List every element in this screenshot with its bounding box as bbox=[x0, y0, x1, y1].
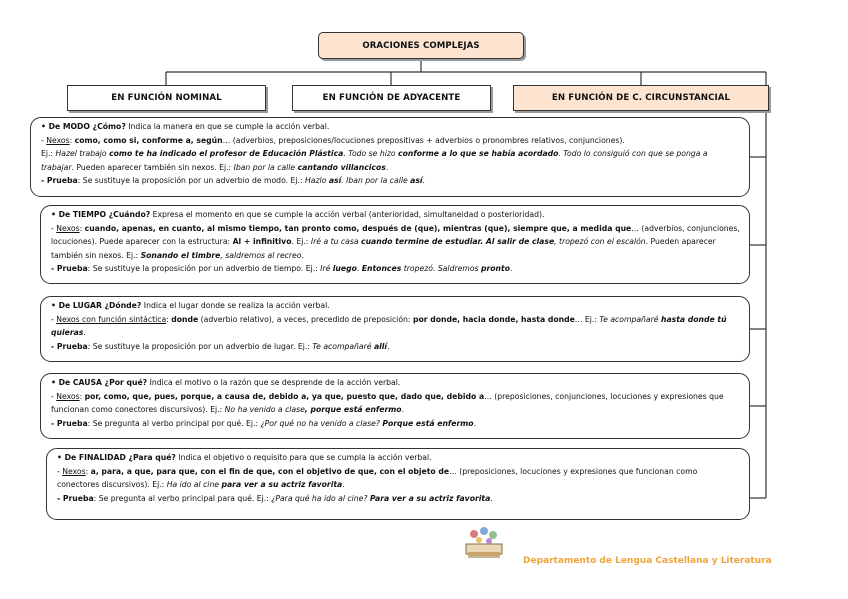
box-finalidad: • De FINALIDAD ¿Para qué? Indica el objetivo o requisito para que se cumpla la acción verbal. - Nexos: a, para, a que, para que, con el fin de que, con el objetivo de que, con el objeto de… (preposiciones, locuciones y expresiones que funcionan como conectores discursivos). Ej.: Ha ido al cine para ver a su actriz favorita. - Prueba: Se pregunta al verbo principal para qué. Ej.: ¿Para qué ha ido al cine? Para ver a su actriz favorita. bbox=[46, 448, 750, 520]
finalidad-heading: • De FINALIDAD ¿Para qué? bbox=[57, 453, 176, 462]
finalidad-nexos: a, para, a que, para que, con el fin de que, con el objetivo de que, con el objeto de bbox=[90, 466, 450, 476]
tiempo-prueba-ex1b: luego bbox=[332, 264, 357, 273]
box-tiempo: • De TIEMPO ¿Cuándo? Expresa el momento en que se cumple la acción verbal (anterioridad, simultaneidad o posterioridad). - Nexos: cuando, apenas, en cuanto, al mismo tiempo, tan pronto como, después de (que), mientras (que), siempre que, a medida que… (adverbios, conjunciones, locuciones). Puede aparecer con la estructura: Al + infinitivo. Ej.: Iré a tu casa cuando termine de estudiar. Al salir de clase, tropezó con el escalón. Pueden aparecer también sin nexos. Ej.: Sonando el timbre, saldremos al recreo. - Prueba: Se sustituye la proposición por un adverbio de tiempo. Ej.: Iré luego. Entonces tropezó. Saldremos pronto. bbox=[40, 205, 750, 284]
lugar-heading: • De LUGAR ¿Dónde? bbox=[51, 301, 142, 310]
tiempo-ej2b: . Al salir de clase bbox=[480, 237, 555, 246]
lugar-def: Indica el lugar donde se realiza la acción verbal. bbox=[141, 301, 330, 310]
box-modo: • De MODO ¿Cómo? Indica la manera en que se cumple la acción verbal. - Nexos: como, como si, conforme a, según… (adverbios, preposiciones/locuciones prepositivas + adverbios o pronombres relativos, conjunciones). Ej.: Hazel trabajo como te ha indicado el profesor de Educación Plástica. Todo se hizo conforme a lo que se había acordado. Todo lo consiguió con que se ponga a trabajar. Pueden aparecer también sin nexos. Ej.: Iban por la calle cantando villancicos. - Prueba: Se sustituye la proposición por un adverbio de modo. Ej.: Hazlo así. Iban por la calle así. bbox=[30, 117, 750, 197]
causa-heading: • De CAUSA ¿Por qué? bbox=[51, 378, 148, 387]
causa-prueba-ex1: ¿Por qué no ha venido a clase? bbox=[260, 418, 383, 428]
modo-ej4: . Pueden aparecer también sin nexos. Ej.: bbox=[71, 162, 234, 172]
finalidad-ej1b: para ver a su actriz favorita bbox=[221, 480, 343, 489]
header-nominal: EN FUNCIÓN NOMINAL bbox=[67, 85, 266, 111]
modo-prueba-ex2b: así bbox=[410, 176, 423, 185]
tiempo-prueba-label: - Prueba bbox=[51, 264, 88, 273]
modo-nexos-label: Nexos bbox=[46, 135, 70, 145]
modo-def: Indica la manera en que se cumple la acción verbal. bbox=[125, 122, 330, 131]
modo-ej3: . Todo lo consiguió con que se ponga a trabajar bbox=[41, 149, 708, 172]
lugar-ej1b: hasta donde tú quieras bbox=[51, 314, 727, 337]
lugar-prueba-label: - Prueba bbox=[51, 341, 88, 351]
causa-nexos-rest: … (preposiciones, conjunciones, locuciones y expresiones que funcionan como conectores discursivos). Ej.: bbox=[51, 391, 724, 414]
lugar-nexos: donde bbox=[171, 314, 199, 324]
modo-ej1: Hazel trabajo bbox=[55, 149, 110, 158]
tiempo-ej4: . Pueden aparecer también sin nexos. Ej.: bbox=[51, 237, 716, 260]
lugar-nexos-label: Nexos con función sintáctica bbox=[56, 314, 167, 324]
tiempo-ej1b: cuando termine de estudiar bbox=[361, 237, 481, 246]
tiempo-prueba-text: : Se sustituye la proposición por un adverbio de tiempo. Ej.: bbox=[87, 264, 321, 273]
tiempo-prueba-ex3b: pronto bbox=[480, 264, 510, 273]
finalidad-prueba-ex1b: Para ver a su actriz favorita bbox=[369, 493, 491, 503]
box-lugar: • De LUGAR ¿Dónde? Indica el lugar donde se realiza la acción verbal. - Nexos con función sintáctica: donde (adverbio relativo), a veces, precedido de preposición: por donde, hacia donde, hasta donde… Ej.: Te acompañaré hasta donde tú quieras. - Prueba: Se sustituye la proposición por un adverbio de lugar. Ej.: Te acompañaré allí. bbox=[40, 296, 750, 362]
causa-def: Indica el motivo o la razón que se desprende de la acción verbal. bbox=[147, 378, 401, 387]
header-adyacente: EN FUNCIÓN DE ADYACENTE bbox=[292, 85, 491, 111]
box-causa: • De CAUSA ¿Por qué? Indica el motivo o la razón que se desprende de la acción verbal. - Nexos: por, como, que, pues, porque, a causa de, debido a, ya que, puesto que, dado que, debido a… (preposiciones, conjunciones, locuciones y expresiones que funcionan como conectores discursivos). Ej.: No ha venido a clase, porque está enfermo. - Prueba: Se pregunta al verbo principal por qué. Ej.: ¿Por qué no ha venido a clase? Porque está enfermo. bbox=[40, 373, 750, 439]
causa-ej1b: , porque está enfermo bbox=[304, 405, 402, 414]
causa-prueba-ex1b: Porque está enfermo bbox=[382, 418, 474, 428]
tiempo-prueba-ex1: Iré bbox=[320, 264, 333, 273]
lugar-prueba-ex1b: allí bbox=[373, 341, 388, 351]
finalidad-nexos-label: Nexos bbox=[62, 466, 86, 476]
modo-nexos: como, como si, conforme a, según bbox=[74, 135, 223, 145]
modo-prueba-ex1: Hazlo bbox=[305, 176, 329, 185]
finalidad-def: Indica el objetivo o requisito para que se cumpla la acción verbal. bbox=[175, 453, 432, 462]
modo-nexos-rest: … (adverbios, preposiciones/locuciones prepositivas + adverbios o pronombres relativos, conjunciones). bbox=[222, 135, 625, 145]
modo-ej2b: conforme a lo que se había acordado bbox=[398, 149, 559, 158]
modo-ej1b: como te ha indicado el profesor de Educación Plástica bbox=[109, 149, 344, 158]
modo-ej-label: Ej.: bbox=[41, 149, 56, 158]
causa-ej1: No ha venido a clase bbox=[224, 405, 305, 414]
tiempo-heading: • De TIEMPO ¿Cuándo? bbox=[51, 210, 151, 219]
tiempo-prueba-ex2b: Entonces bbox=[361, 264, 402, 273]
lugar-ej1: Te acompañaré bbox=[599, 314, 661, 324]
books-logo-icon bbox=[462, 522, 506, 560]
tiempo-struct: Al + infinitivo bbox=[232, 237, 292, 246]
modo-prueba-label: - Prueba bbox=[41, 176, 78, 185]
tiempo-prueba-ex2: tropezó. Saldremos bbox=[401, 264, 481, 273]
finalidad-prueba-text: : Se pregunta al verbo principal para qué. Ej.: bbox=[93, 493, 272, 503]
modo-ej5b: cantando villancicos bbox=[297, 162, 386, 172]
finalidad-nexos-rest: … (preposiciones, locuciones y expresiones que funcionan como conectores discursivos). Ej.: bbox=[57, 466, 698, 489]
modo-ej2: . Todo se hizo bbox=[343, 149, 399, 158]
tiempo-ej1: Iré a tu casa bbox=[310, 237, 362, 246]
header-circunstancial: EN FUNCIÓN DE C. CIRCUNSTANCIAL bbox=[513, 85, 769, 111]
causa-prueba-text: : Se pregunta al verbo principal por qué. Ej.: bbox=[87, 418, 261, 428]
causa-nexos: por, como, que, pues, porque, a causa de, debido a, ya que, puesto que, dado que, debido a bbox=[84, 391, 485, 401]
tiempo-ej5b: Sonando el timbre bbox=[140, 250, 221, 260]
tiempo-ej-label: . Ej.: bbox=[291, 237, 311, 246]
finalidad-prueba-label: - Prueba bbox=[57, 493, 94, 503]
diagram-title: ORACIONES COMPLEJAS bbox=[318, 32, 524, 59]
modo-heading: • De MODO ¿Cómo? bbox=[41, 122, 126, 131]
finalidad-ej1: Ha ido al cine bbox=[166, 480, 222, 489]
department-footer: Departamento de Lengua Castellana y Literatura bbox=[523, 556, 772, 566]
lugar-nexos2: por donde, hacia donde, hasta donde bbox=[412, 314, 575, 324]
modo-ej5: Iban por la calle bbox=[233, 162, 298, 172]
lugar-prueba-text: : Se sustituye la proposición por un adverbio de lugar. Ej.: bbox=[87, 341, 313, 351]
tiempo-ej6: , saldremos al recreo bbox=[220, 250, 302, 260]
tiempo-def: Expresa el momento en que se cumple la acción verbal (anterioridad, simultaneidad o posterioridad). bbox=[150, 210, 545, 219]
tiempo-ej3: , tropezó con el escalón bbox=[554, 237, 646, 246]
lugar-prueba-ex1: Te acompañaré bbox=[312, 341, 374, 351]
tiempo-nexos-rest: … (adverbios, conjunciones, locuciones). Puede aparecer con la estructura: bbox=[51, 223, 740, 246]
finalidad-prueba-ex1: ¿Para qué ha ido al cine? bbox=[271, 493, 370, 503]
causa-prueba-label: - Prueba bbox=[51, 418, 88, 428]
lugar-nexos-rest: (adverbio relativo), a veces, precedido de preposición: bbox=[198, 314, 413, 324]
causa-nexos-label: Nexos bbox=[56, 391, 80, 401]
tiempo-nexos: cuando, apenas, en cuanto, al mismo tiempo, tan pronto como, después de (que), mientras (que), siempre que, a medida que bbox=[84, 223, 632, 233]
modo-prueba-ex1b: así bbox=[328, 176, 342, 185]
tiempo-nexos-label: Nexos bbox=[56, 223, 80, 233]
modo-prueba-ex2: . Iban por la calle bbox=[341, 176, 411, 185]
lugar-ej-label: … Ej.: bbox=[574, 314, 600, 324]
modo-prueba-text: : Se sustituye la proposición por un adverbio de modo. Ej.: bbox=[77, 176, 305, 185]
